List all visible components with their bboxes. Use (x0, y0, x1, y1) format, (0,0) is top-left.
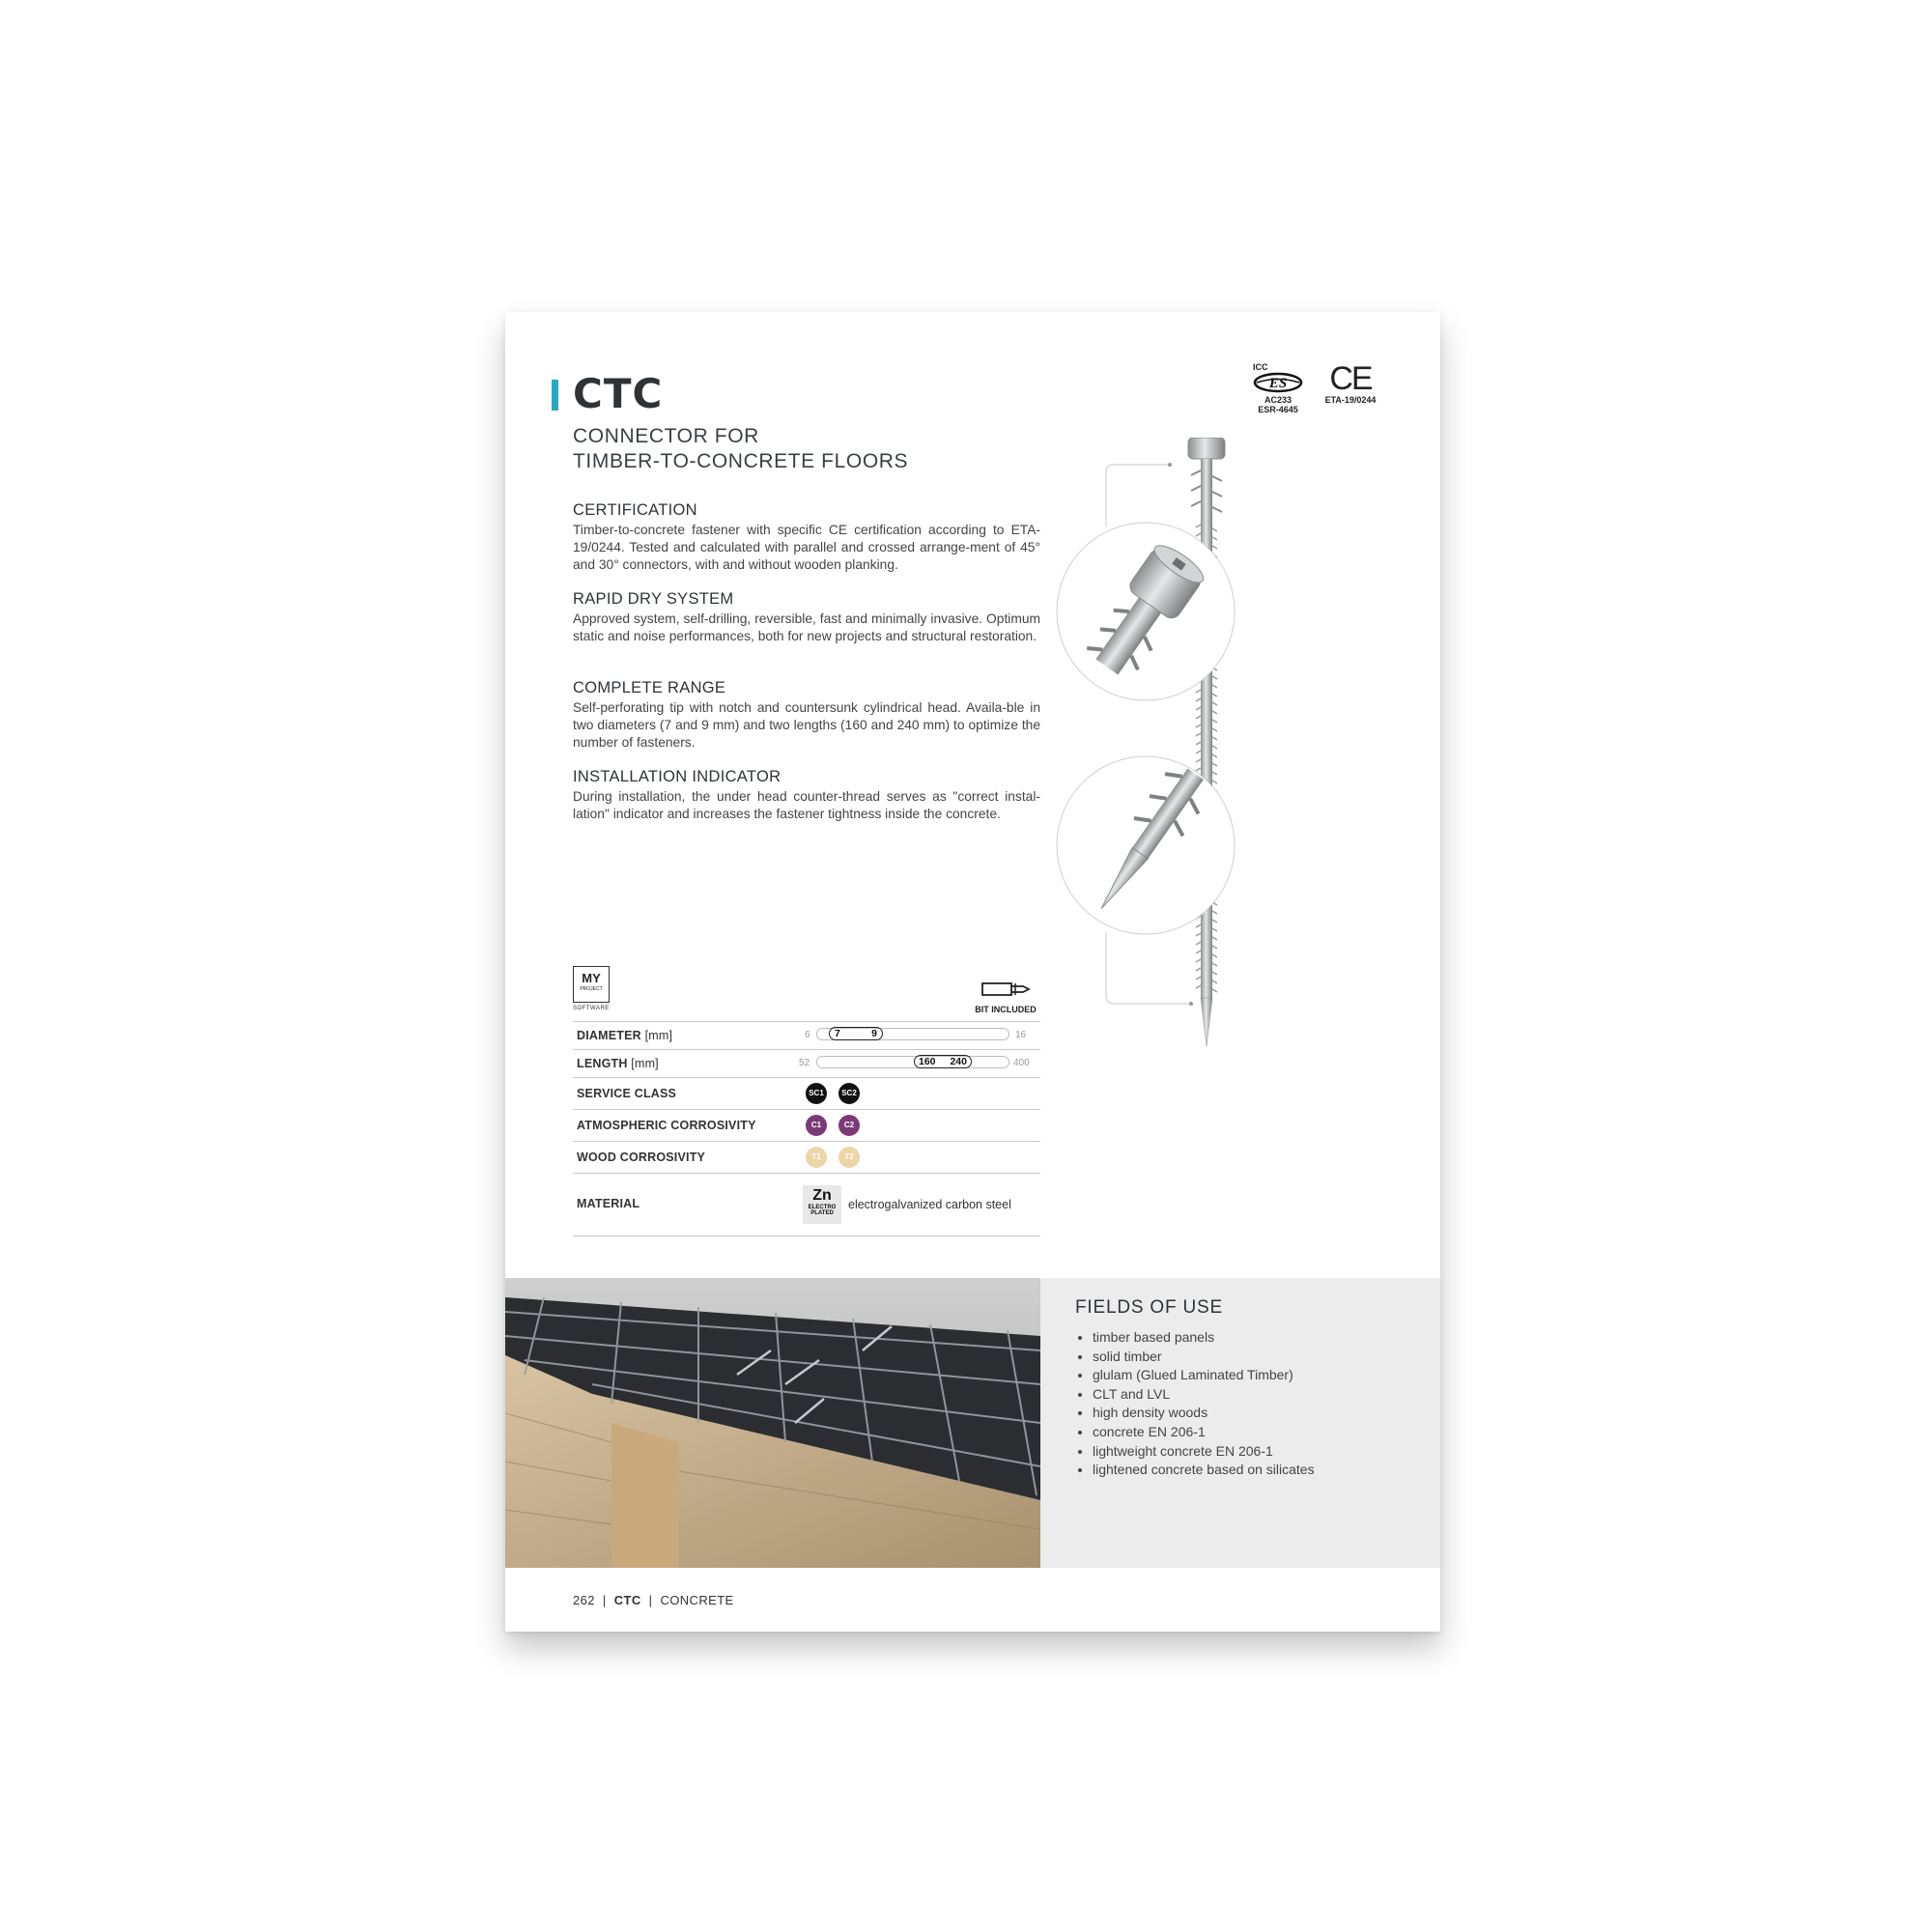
my-project-mid: PROJECT (580, 986, 603, 992)
spec-row-service-class (573, 1077, 1040, 1109)
section-heading: INSTALLATION INDICATOR (573, 768, 781, 785)
diameter-max: 16 (1015, 1030, 1027, 1040)
atmospheric-badge-2: C2 (838, 1115, 860, 1136)
length-sel-high: 240 (950, 1056, 967, 1067)
page-subtitle (573, 424, 908, 474)
atmospheric-badge-1: C1 (806, 1115, 827, 1136)
list-item: • timber based panels (1093, 1328, 1315, 1348)
length-min: 52 (799, 1058, 810, 1068)
subtitle-line-2: TIMBER-TO-CONCRETE FLOORS (573, 450, 909, 472)
footer-category: CONCRETE (660, 1593, 734, 1607)
installation-photo-image (505, 1278, 1040, 1568)
section-text: During installation, the under head counter-thread serves as "correct instal-lation" indicator and increases the fastener tightness inside the concrete. (573, 789, 1040, 821)
list-item: • high density woods (1093, 1404, 1315, 1423)
diameter-sel-high: 9 (871, 1028, 877, 1039)
diameter-unit: [mm] (644, 1029, 673, 1042)
fields-of-use-panel (1040, 1278, 1440, 1568)
title-accent-bar (552, 380, 558, 411)
fields-of-use-list (1075, 1328, 1315, 1480)
my-project-software-badge (573, 966, 611, 1011)
list-item: • concrete EN 206-1 (1093, 1423, 1315, 1442)
section-heading: CERTIFICATION (573, 501, 697, 519)
service-class-badge-2: SC2 (838, 1083, 860, 1104)
catalog-page (505, 312, 1440, 1632)
length-sel-low: 160 (919, 1056, 936, 1067)
spec-row-wood (573, 1141, 1040, 1173)
my-project-bottom: SOFTWARE (573, 1006, 610, 1011)
zinc-electroplated-icon (803, 1185, 841, 1224)
icc-label: ICC (1253, 362, 1268, 372)
diameter-sel-low: 7 (835, 1028, 840, 1039)
length-max: 400 (1013, 1058, 1030, 1068)
material-label: MATERIAL (577, 1197, 640, 1210)
service-class-badge-1: SC1 (806, 1083, 827, 1104)
spec-row-material (573, 1173, 1040, 1236)
zn-sub-2: PLATED (810, 1210, 834, 1216)
section-text: Timber-to-concrete fastener with specific CE certification according to ETA-19/0244. Tested and calculated with parallel and crossed arrange-ment of 45° and 30° connectors, with and without wooden planking. (573, 523, 1040, 572)
section-rapid-dry (573, 590, 1040, 645)
section-heading: RAPID DRY SYSTEM (573, 590, 734, 608)
spec-row-length (573, 1049, 1040, 1077)
icc-es-logo-icon (1253, 372, 1303, 393)
length-selection (914, 1055, 972, 1068)
section-heading: COMPLETE RANGE (573, 679, 726, 696)
material-text: electrogalvanized carbon steel (848, 1198, 1011, 1211)
list-item: • lightweight concrete EN 206-1 (1093, 1442, 1315, 1462)
page-footer: 262 | CTC | CONCRETE (573, 1593, 734, 1607)
page-number: 262 (573, 1593, 595, 1607)
diameter-label: DIAMETER (577, 1029, 641, 1042)
section-text: Self-perforating tip with notch and countersunk cylindrical head. Availa-ble in two diameters (7 and 9 mm) and two lengths (160 and 240 mm) to optimize the number of fasteners. (573, 700, 1040, 750)
section-certification (573, 501, 1040, 574)
list-item: • lightened concrete based on silicates (1093, 1461, 1315, 1480)
section-text: Approved system, self-drilling, reversible, fast and minimally invasive. Optimum static and noise performances, both for new projects and structural restoration. (573, 611, 1040, 643)
fields-of-use-heading: FIELDS OF USE (1075, 1297, 1223, 1318)
footer-product: CTC (613, 1593, 641, 1607)
list-item: • glulam (Glued Laminated Timber) (1093, 1366, 1315, 1385)
atmospheric-label: ATMOSPHERIC CORROSIVITY (577, 1119, 756, 1132)
length-track (816, 1056, 1009, 1068)
zn-sub-1: ELECTRO (808, 1205, 837, 1210)
diameter-selection (829, 1027, 883, 1040)
spec-row-diameter (573, 1021, 1040, 1049)
list-item: • CLT and LVL (1093, 1385, 1315, 1405)
icc-code-1: AC233 (1264, 395, 1292, 405)
my-project-top: MY (582, 971, 601, 985)
spec-row-atmospheric (573, 1109, 1040, 1141)
section-complete-range (573, 679, 1040, 752)
subtitle-line-1: CONNECTOR FOR (573, 425, 759, 447)
list-item: • solid timber (1093, 1348, 1315, 1367)
page-title: CTC (573, 370, 664, 417)
installation-photo (505, 1278, 1040, 1568)
zn-symbol: Zn (812, 1187, 832, 1204)
ce-mark-icon: CE (1329, 360, 1372, 397)
spec-table (573, 1021, 1040, 1236)
service-class-label: SERVICE CLASS (577, 1087, 677, 1100)
icc-es-certification (1249, 362, 1307, 414)
diameter-min: 6 (805, 1030, 810, 1040)
screw-illustration (1056, 438, 1346, 1191)
wood-label: WOOD CORROSIVITY (577, 1151, 706, 1164)
bit-included-badge (967, 980, 1044, 1014)
bit-included-label: BIT INCLUDED (975, 1005, 1037, 1014)
section-installation-indicator (573, 768, 1040, 823)
icc-code-2: ESR-4645 (1258, 405, 1298, 414)
wood-badge-1: T1 (806, 1147, 827, 1168)
ce-code: ETA-19/0244 (1324, 395, 1377, 405)
ce-certification (1317, 362, 1384, 405)
length-label: LENGTH (577, 1057, 628, 1070)
wood-badge-2: T2 (838, 1147, 860, 1168)
my-project-logo-icon (573, 966, 610, 1003)
length-unit: [mm] (631, 1057, 659, 1070)
screwdriver-bit-icon (980, 980, 1031, 998)
svg-text:ES: ES (1268, 376, 1288, 391)
